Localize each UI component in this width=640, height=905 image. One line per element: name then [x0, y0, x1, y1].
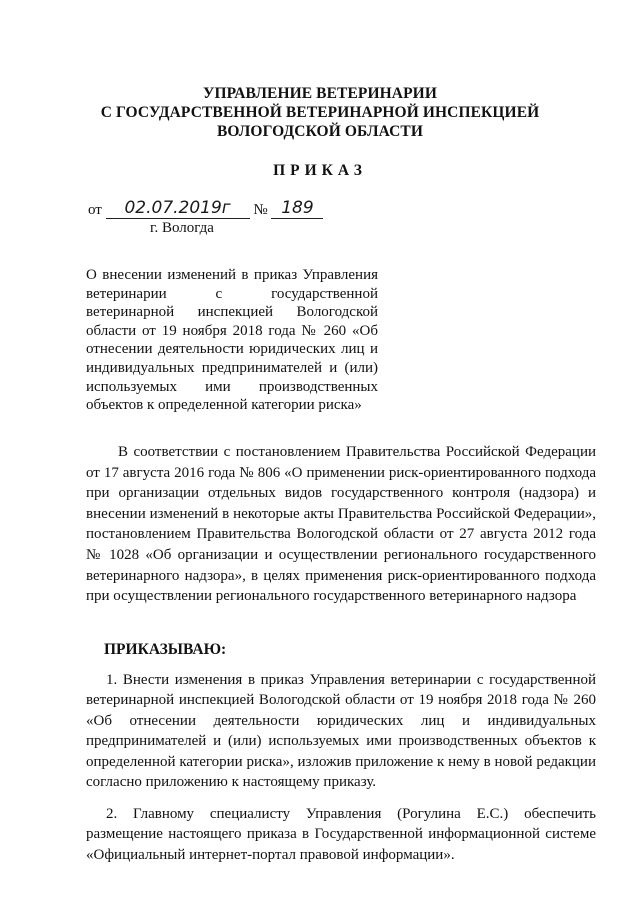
order-title: ПРИКАЗ: [273, 162, 367, 179]
date-prefix: от: [88, 202, 102, 218]
number-label: №: [253, 202, 268, 218]
org-header-line-3: ВОЛОГОДСКОЙ ОБЛАСТИ: [216, 123, 424, 140]
order-word: ПРИКАЗЫВАЮ:: [104, 641, 227, 658]
order-item-2: 2. Главному специалисту Управления (Рогулина Е.С.) обеспечить размещение настоящего приказа в Государственной информационной системе «Официальный интернет-портал правовой информации».: [86, 806, 596, 863]
city: г. Вологда: [150, 220, 214, 236]
order-item-1: 1. Внести изменения в приказ Управления ветеринарии с государственной ветеринарной инспекцией Вологодской области от 19 ноября 2018 года № 260 «Об отнесении деятельности юридических лиц и индивидуальных предпринимателей и (или) используемых ими производственных объектов к определенной категории риска», изложив приложение к нему в новой редакции согласно приложению к настоящему приказу.: [86, 672, 596, 791]
preamble-paragraph: В соответствии с постановлением Правительства Российской Федерации от 17 августа 2016 года № 806 «О применении риск-ориентированного подхода при организации отдельных видов государственного контроля (надзора) и внесении изменений в некоторые акты Правительства Российской Федерации», постановлением Правительства Вологодской области от 27 августа 2012 года № 1028 «Об организации и осуществлении регионального государственного ветеринарного надзора», в целях применения риск-ориентированного подхода при осуществлении регионального государственного ветеринарного надзора: [86, 444, 596, 605]
order-subject: О внесении изменений в приказ Управления ветеринарии с государственной ветеринарной инспекцией Вологодской области от 19 ноября 2018 года № 260 «Об отнесении деятельности юридических лиц и индивидуальных предпринимателей и (или) используемых ими производственных объектов к определенной категории риска»: [86, 267, 378, 414]
org-header-line-1: УПРАВЛЕНИЕ ВЕТЕРИНАРИИ: [203, 85, 437, 102]
date-number-row: [88, 198, 323, 220]
org-header-line-2: С ГОСУДАРСТВЕННОЙ ВЕТЕРИНАРНОЙ ИНСПЕКЦИЕЙ: [100, 104, 540, 121]
handwritten-date: 02.07.2019г: [106, 198, 250, 219]
handwritten-number: 189: [271, 198, 323, 219]
